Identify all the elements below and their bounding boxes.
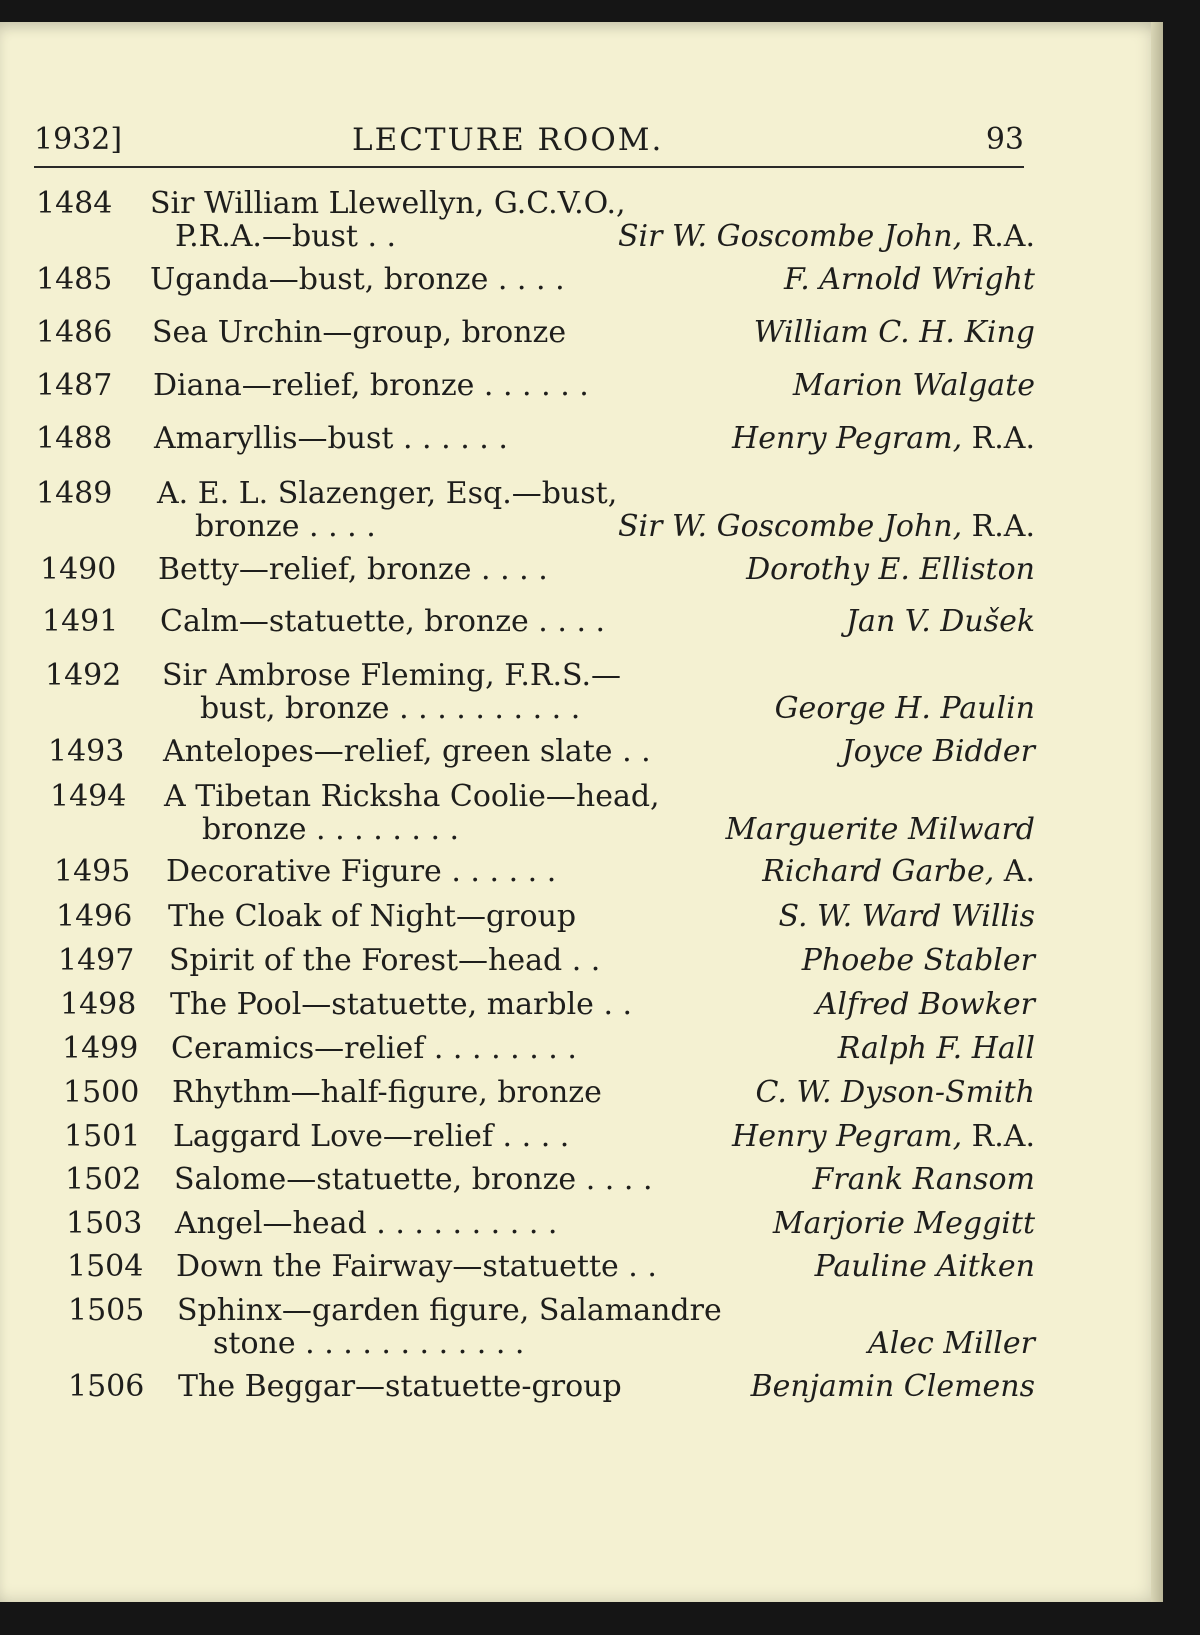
- artist-name: Sir W. Goscombe John,: [617, 509, 963, 544]
- catalogue-page: [0, 22, 1163, 1602]
- entry-title: The Pool—statuette, marble . .: [170, 987, 633, 1022]
- entry-title: Sea Urchin—group, bronze: [152, 315, 567, 350]
- entry-artist: [838, 1032, 1035, 1065]
- entry-title: Ceramics—relief . . . . . . . .: [171, 1031, 577, 1066]
- entry-number: 1503: [66, 1206, 143, 1241]
- entry-number: 1488: [36, 421, 113, 456]
- entry-number: 1504: [67, 1249, 144, 1284]
- artist-suffix: R.A.: [962, 421, 1035, 456]
- entry-number: 1498: [60, 987, 137, 1022]
- artist-name: Alfred Bowker: [815, 987, 1035, 1022]
- entry-title: A Tibetan Ricksha Coolie—head,: [164, 779, 660, 814]
- entry-number: 1484: [36, 186, 113, 221]
- entry-title: Sir William Llewellyn, G.C.V.O.,: [150, 186, 626, 221]
- artist-name: Benjamin Clemens: [750, 1369, 1035, 1404]
- entry-number: 1497: [58, 943, 135, 978]
- entry-number: 1492: [45, 658, 122, 693]
- entry-artist: [754, 316, 1035, 349]
- artist-name: Henry Pegram,: [732, 421, 963, 456]
- artist-name: Ralph F. Hall: [837, 1031, 1035, 1066]
- entry-artist: [784, 263, 1035, 296]
- entry-artist: [816, 988, 1035, 1021]
- entry-title: Calm—statuette, bronze . . . .: [160, 604, 606, 639]
- entry-number: 1486: [36, 315, 113, 350]
- artist-suffix: R.A.: [962, 1119, 1035, 1154]
- entry-artist: [732, 422, 1035, 455]
- artist-name: C. W. Dyson-Smith: [755, 1075, 1035, 1110]
- entry-number: 1487: [36, 368, 113, 403]
- entry-title: Down the Fairway—statuette . .: [176, 1249, 657, 1284]
- page-number: 93: [985, 122, 1024, 157]
- entry-number: 1490: [40, 552, 117, 587]
- artist-name: Marjorie Meggitt: [772, 1206, 1035, 1241]
- entry-artist: [775, 692, 1035, 725]
- entry-title: The Cloak of Night—group: [168, 899, 577, 934]
- entry-number: 1494: [50, 779, 127, 814]
- header-title: LECTURE ROOM.: [352, 122, 664, 158]
- artist-name: Frank Ransom: [812, 1162, 1035, 1197]
- entry-number: 1500: [63, 1075, 140, 1110]
- entry-number: 1485: [36, 262, 113, 297]
- entry-artist: [846, 605, 1035, 638]
- entry-artist: [732, 1120, 1035, 1153]
- entry-artist: [725, 813, 1035, 846]
- entry-title: Betty—relief, bronze . . . .: [158, 552, 548, 587]
- entry-artist: [618, 510, 1035, 543]
- entry-title: The Beggar—statuette-group: [178, 1369, 622, 1404]
- artist-name: F. Arnold Wright: [784, 262, 1035, 297]
- artist-name: Phoebe Stabler: [801, 943, 1035, 978]
- entry-number: 1506: [68, 1369, 145, 1404]
- entry-title-continuation: P.R.A.—bust . .: [175, 219, 397, 254]
- entry-title-continuation: bronze . . . . . . . .: [202, 812, 460, 847]
- entry-artist: [751, 1370, 1035, 1403]
- entry-title: Spirit of the Forest—head . .: [169, 943, 601, 978]
- entry-title: Uganda—bust, bronze . . . .: [150, 262, 565, 297]
- entry-title: Antelopes—relief, green slate . .: [163, 734, 651, 769]
- entry-artist: [762, 855, 1035, 888]
- entry-artist: [813, 1163, 1035, 1196]
- entry-title: Diana—relief, bronze . . . . . .: [153, 368, 589, 403]
- artist-name: Pauline Aitken: [814, 1249, 1035, 1284]
- artist-name: Alec Miller: [868, 1326, 1035, 1361]
- entry-title-continuation: stone . . . . . . . . . . . .: [213, 1326, 525, 1361]
- page-edge: [1151, 22, 1163, 1602]
- entry-artist: [773, 1207, 1035, 1240]
- artist-name: George H. Paulin: [774, 691, 1035, 726]
- entry-number: 1501: [64, 1119, 141, 1154]
- artist-name: William C. H. King: [753, 315, 1035, 350]
- entry-artist: [802, 944, 1035, 977]
- entry-number: 1491: [42, 604, 119, 639]
- running-header: [34, 102, 1024, 168]
- header-year: 1932]: [34, 122, 123, 157]
- entry-title: Laggard Love—relief . . . .: [173, 1119, 570, 1154]
- artist-suffix: A.: [994, 854, 1035, 889]
- artist-name: Joyce Bidder: [841, 734, 1035, 769]
- artist-name: Henry Pegram,: [732, 1119, 963, 1154]
- entry-artist: [842, 735, 1035, 768]
- entry-title: Salome—statuette, bronze . . . .: [174, 1162, 653, 1197]
- entry-number: 1499: [62, 1031, 139, 1066]
- entry-number: 1505: [68, 1293, 145, 1328]
- entry-title: Amaryllis—bust . . . . . .: [154, 421, 508, 456]
- entry-title: A. E. L. Slazenger, Esq.—bust,: [157, 476, 618, 511]
- entry-number: 1489: [36, 476, 113, 511]
- entry-title: Decorative Figure . . . . . .: [166, 854, 557, 889]
- entry-artist: [868, 1327, 1035, 1360]
- entry-title-continuation: bust, bronze . . . . . . . . . .: [200, 691, 581, 726]
- entry-title: Rhythm—half-figure, bronze: [172, 1075, 602, 1110]
- entry-title: Sir Ambrose Fleming, F.R.S.—: [162, 658, 622, 693]
- artist-name: Jan V. Dušek: [846, 604, 1035, 639]
- artist-name: Sir W. Goscombe John,: [617, 219, 963, 254]
- entry-artist: [793, 369, 1035, 402]
- artist-name: Marguerite Milward: [725, 812, 1035, 847]
- entry-artist: [618, 220, 1035, 253]
- artist-suffix: R.A.: [962, 509, 1035, 544]
- entry-artist: [755, 1076, 1035, 1109]
- entry-title: Sphinx—garden figure, Salamandre: [177, 1293, 722, 1328]
- entry-number: 1496: [56, 899, 133, 934]
- artist-name: Marion Walgate: [792, 368, 1035, 403]
- artist-suffix: R.A.: [962, 219, 1035, 254]
- entry-number: 1502: [65, 1162, 142, 1197]
- entry-number: 1495: [54, 854, 131, 889]
- entry-artist: [815, 1250, 1035, 1283]
- entry-number: 1493: [48, 734, 125, 769]
- artist-name: Dorothy E. Elliston: [746, 552, 1035, 587]
- artist-name: Richard Garbe,: [762, 854, 995, 889]
- entry-title: Angel—head . . . . . . . . . .: [175, 1206, 558, 1241]
- entry-artist: [779, 900, 1036, 933]
- entry-artist: [746, 553, 1035, 586]
- entry-title-continuation: bronze . . . .: [195, 509, 376, 544]
- artist-name: S. W. Ward Willis: [778, 899, 1035, 934]
